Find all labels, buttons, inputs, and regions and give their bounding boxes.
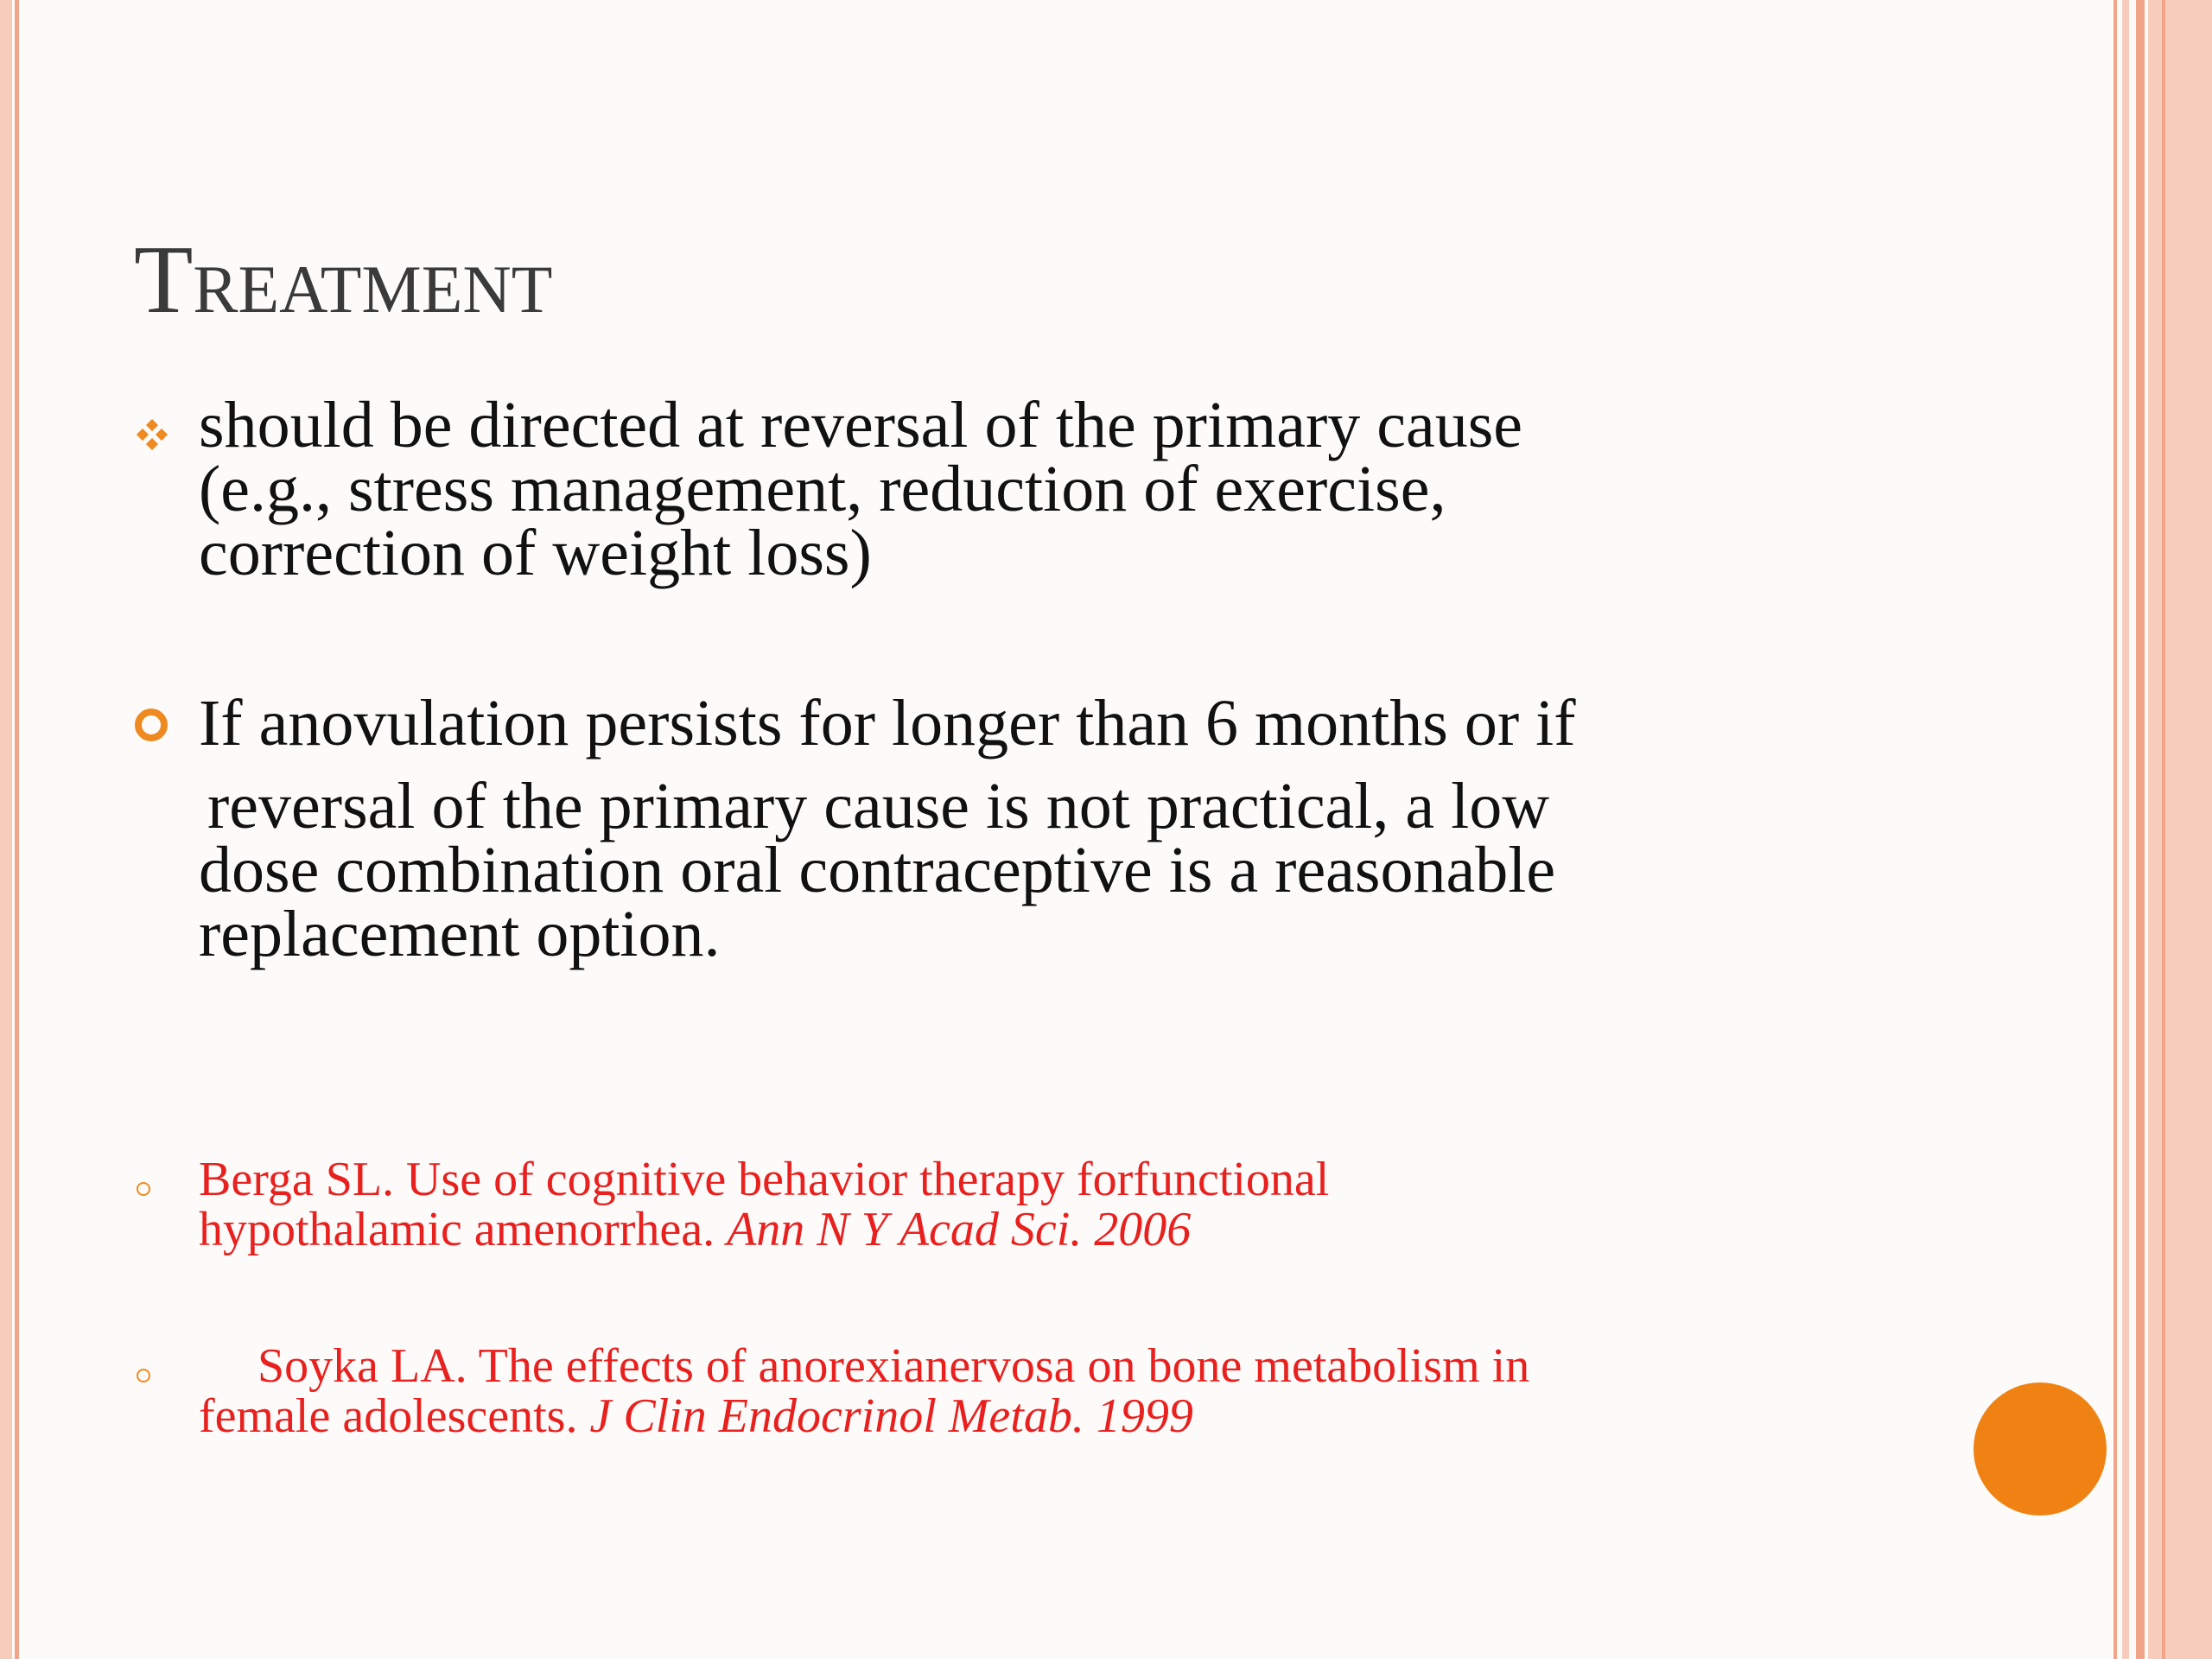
reference-line: Soyka LA. The effects of anorexianervosa on bone metabolism in: [257, 1339, 1530, 1393]
bullet-line: dose combination oral contraceptive is a reasonable: [199, 834, 1556, 906]
left-border-outer: [0, 0, 12, 1659]
bullet-item-reversal: [199, 389, 1523, 589]
right-border-line-3: [2136, 0, 2145, 1659]
ring-bullet-icon: [135, 709, 168, 741]
diamond-bullet-icon: [137, 419, 168, 450]
left-border-inner: [15, 0, 19, 1659]
bullet-item-anovulation: [199, 687, 1576, 970]
bullet-line: should be directed at reversal of the primary cause: [199, 389, 1523, 461]
right-border-band: [2148, 0, 2212, 1659]
reference-text: female adolescents.: [199, 1389, 590, 1443]
reference-line: Berga SL. Use of cognitive behavior therapy forfunctional: [199, 1153, 1330, 1206]
small-circle-bullet-icon: [137, 1369, 150, 1382]
reference-journal: Ann N Y Acad Sci. 2006: [727, 1203, 1192, 1256]
right-border-line-5: [2162, 0, 2165, 1659]
right-border-line-1: [2113, 0, 2117, 1659]
bullet-line: correction of weight loss): [199, 517, 872, 589]
reference-line: [199, 1391, 1529, 1441]
bullet-line: replacement option.: [199, 898, 721, 970]
slide-title: Treatment: [134, 226, 553, 334]
reference-line: [199, 1205, 1329, 1255]
bullet-line: reversal of the primary cause is not practical, a low: [207, 770, 1550, 842]
small-circle-bullet-icon: [137, 1182, 150, 1196]
reference-soyka: [199, 1341, 1529, 1441]
bullet-line: (e.g., stress management, reduction of exercise,: [199, 453, 1446, 525]
right-border-line-2: [2122, 0, 2129, 1659]
reference-journal: J Clin Endocrinol Metab. 1999: [589, 1389, 1193, 1443]
bullet-line: If anovulation persists for longer than 6 months or if: [199, 687, 1576, 760]
reference-berga: [199, 1154, 1329, 1255]
reference-text: hypothalamic amenorrhea.: [199, 1203, 728, 1256]
orange-dot: [1974, 1382, 2107, 1516]
